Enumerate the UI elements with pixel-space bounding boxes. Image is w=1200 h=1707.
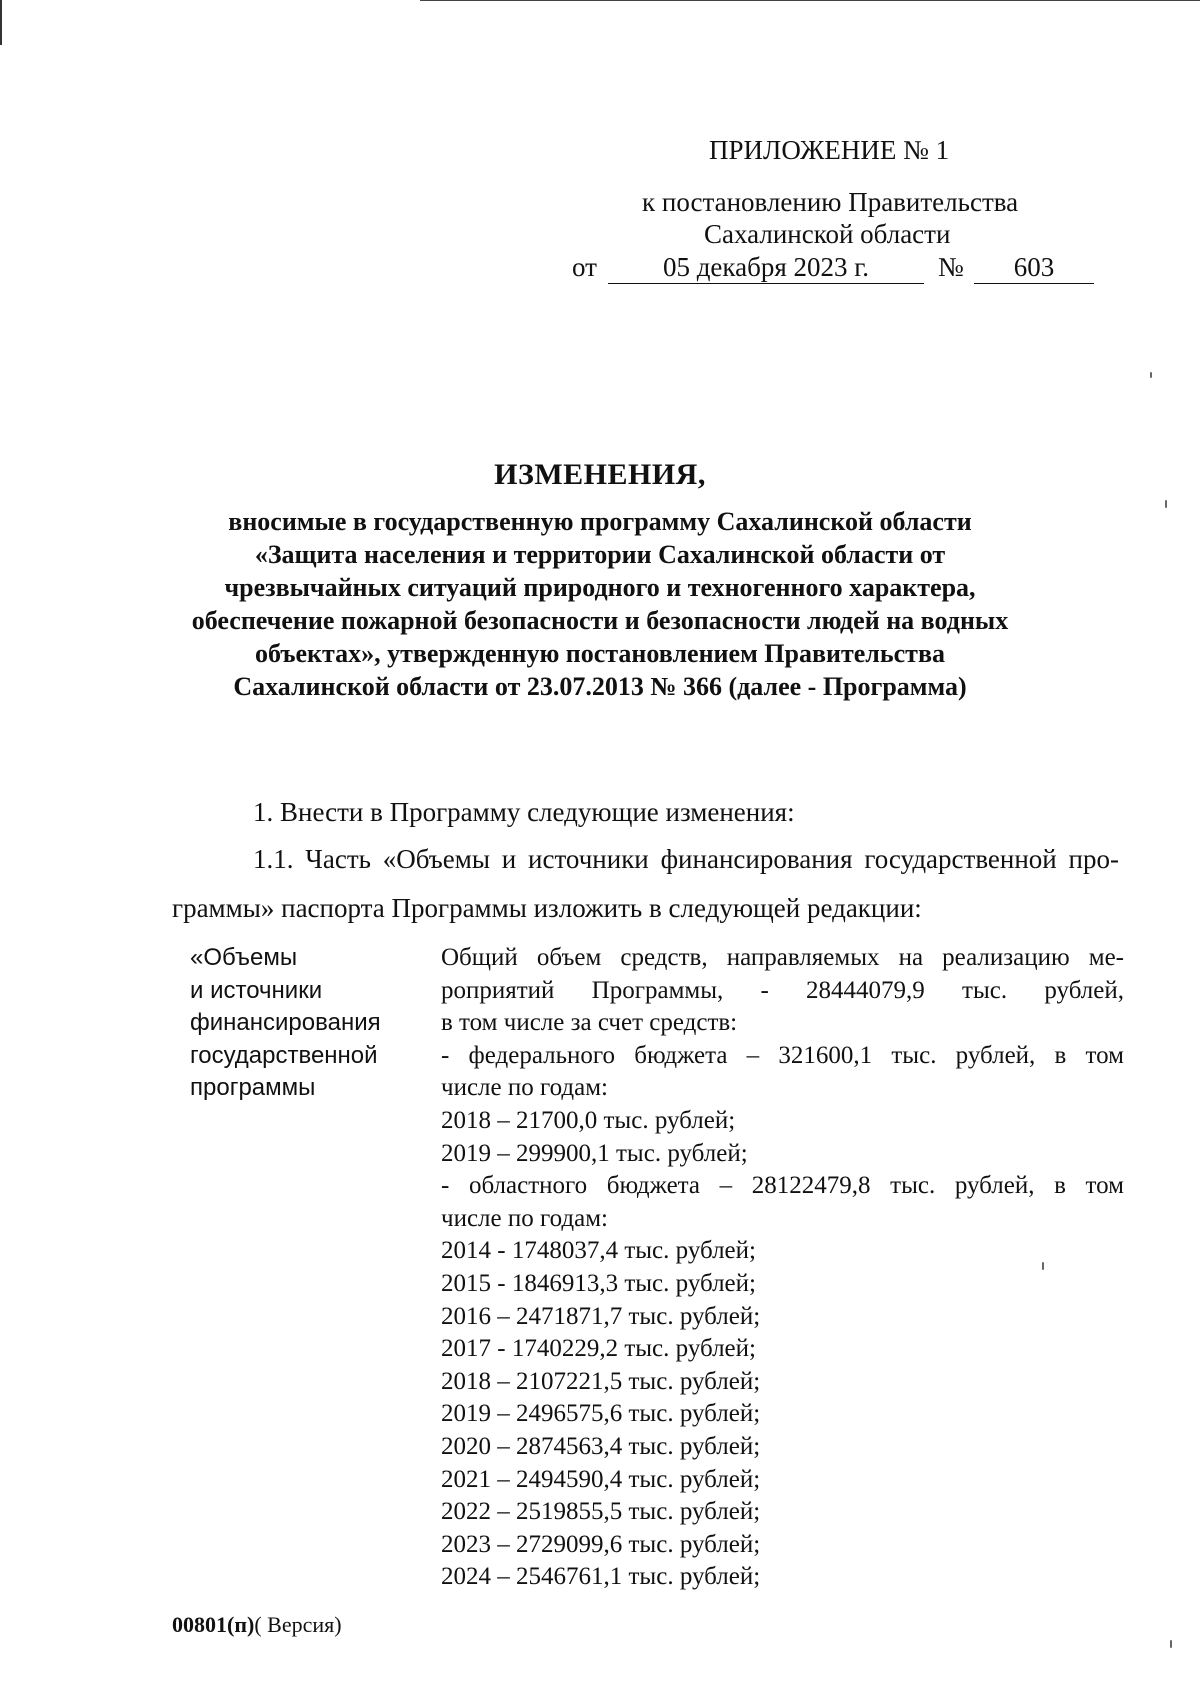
scan-speck (1150, 372, 1152, 378)
appendix-region-line: Сахалинской области (704, 219, 951, 249)
regional-year-line: 2014 - 1748037,4 тыс. рублей; (441, 1237, 756, 1265)
regional-year-line: 2022 – 2519855,5 тыс. рублей; (441, 1498, 761, 1526)
appendix-resolution-line: к постановлению Правительства (642, 187, 1019, 217)
label-line: «Объемы (190, 944, 298, 971)
document-subtitle (0, 505, 1200, 703)
content-line: Общий объем средств, направляемых на реализацию ме- (441, 944, 1124, 971)
financing-label-column (190, 942, 420, 1105)
regional-year-line: 2024 – 2546761,1 тыс. рублей; (441, 1563, 761, 1591)
paragraph-1-1-continuation: граммы» паспорта Программы изложить в следующей редакции: (172, 893, 922, 923)
subtitle-line: объектах», утвержденную постановлением Правительства (255, 639, 945, 668)
content-line: - федерального бюджета – 321600,1 тыс. рублей, в том (441, 1041, 1124, 1069)
subtitle-line: Сахалинской области от 23.07.2013 № 366 (далее - Программа) (233, 672, 967, 701)
subtitle-line: вносимые в государственную программу Сахалинской области (228, 507, 972, 536)
regional-year-line: 2020 – 2874563,4 тыс. рублей; (441, 1432, 761, 1460)
paragraph-1: 1. Внести в Программу следующие изменения: (253, 797, 795, 827)
resolution-date: 05 декабря 2023 г. (608, 251, 924, 284)
document-code: 00801(п) (172, 1612, 255, 1637)
financing-content-column (441, 942, 1124, 1594)
regional-year-line: 2016 – 2471871,7 тыс. рублей; (441, 1302, 761, 1330)
regional-year-line: 2015 - 1846913,3 тыс. рублей; (441, 1269, 756, 1297)
federal-year-line: 2018 – 21700,0 тыс. рублей; (441, 1106, 736, 1134)
label-line: и источники (190, 976, 323, 1004)
scan-edge-left (0, 0, 2, 45)
document-footer (172, 1612, 342, 1638)
subtitle-line: чрезвычайных ситуаций природного и техногенного характера, (224, 573, 976, 602)
regional-year-line: 2018 – 2107221,5 тыс. рублей; (441, 1367, 761, 1395)
regional-year-line: 2023 – 2729099,6 тыс. рублей; (441, 1530, 761, 1558)
number-prefix: № (938, 252, 964, 282)
scan-speck (1170, 1640, 1172, 1648)
federal-year-line: 2019 – 299900,1 тыс. рублей; (441, 1139, 748, 1167)
scan-edge-top (420, 0, 1200, 1)
appendix-title: ПРИЛОЖЕНИЕ № 1 (709, 135, 950, 165)
regional-year-line: 2019 – 2496575,6 тыс. рублей; (441, 1400, 761, 1428)
subtitle-line: обеспечение пожарной безопасности и безопасности людей на водных (191, 606, 1009, 635)
document-version: ( Версия) (254, 1612, 342, 1637)
appendix-date-row (572, 251, 1132, 287)
subtitle-line: «Защита населения и территории Сахалинской области от (254, 540, 946, 569)
regional-year-line: 2021 – 2494590,4 тыс. рублей; (441, 1465, 761, 1493)
document-heading: ИЗМЕНЕНИЯ, (494, 458, 706, 491)
label-line: финансирования (190, 1009, 381, 1037)
content-line: роприятий Программы, - 28444079,9 тыс. рублей, (441, 976, 1124, 1004)
date-prefix: от (572, 252, 597, 282)
label-line: государственной (190, 1041, 378, 1069)
content-line: числе по годам: (441, 1204, 608, 1232)
regional-year-line: 2017 - 1740229,2 тыс. рублей; (441, 1335, 756, 1363)
label-line: программы (190, 1074, 316, 1102)
content-line: числе по годам: (441, 1074, 608, 1102)
content-line: - областного бюджета – 28122479,8 тыс. рублей, в том (441, 1172, 1124, 1200)
resolution-number: 603 (974, 251, 1094, 284)
content-line: в том числе за счет средств: (441, 1009, 738, 1037)
paragraph-1-1: 1.1. Часть «Объемы и источники финансирования государственной про- (253, 844, 1119, 874)
